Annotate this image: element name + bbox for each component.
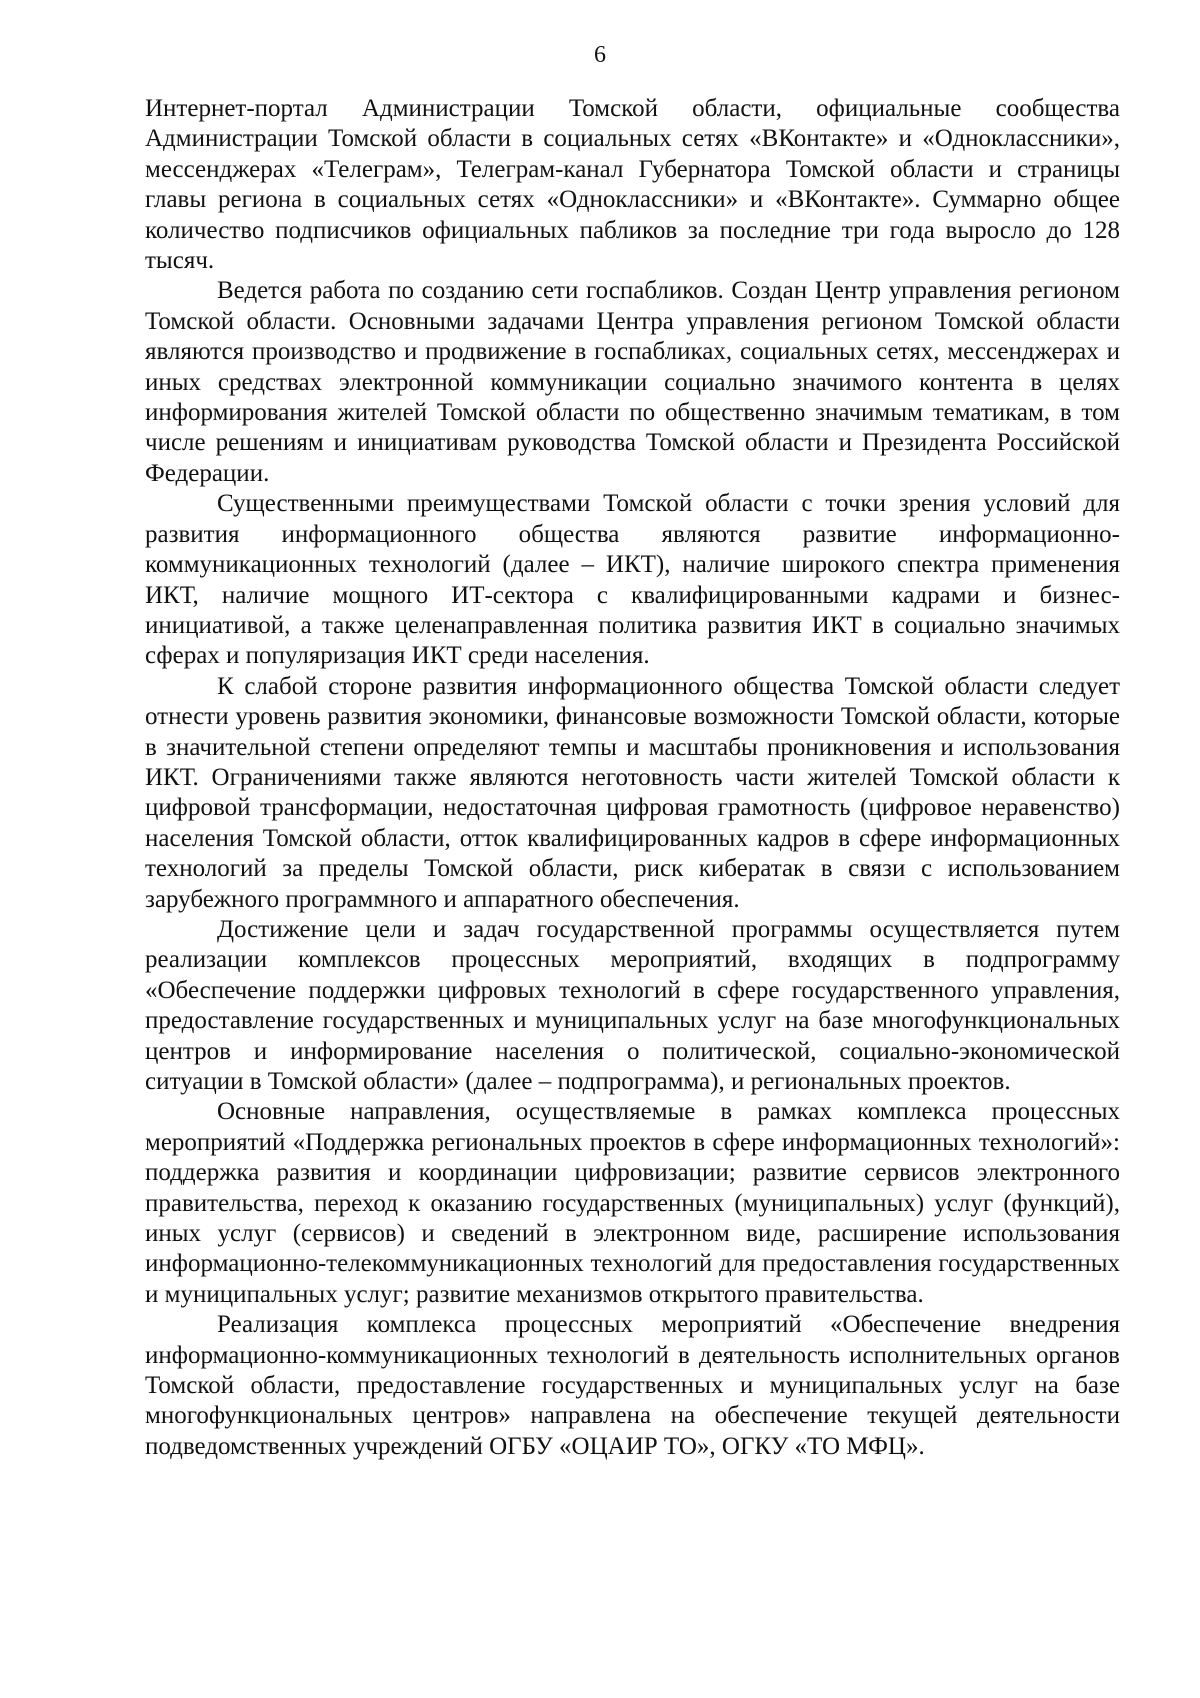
paragraph-main-directions: Основные направления, осуществляемые в рамках комплекса процессных мероприятий «Поддержка региональных проектов в сфере информационных технологий»: поддержка развития и координации цифровизации; развитие сервисов электронного правительства, переход к оказанию государственных (муниципальных) услуг (функций), иных услуг (сервисов) и сведений в электронном виде, расширение использования информационно-телекоммуникационных технологий для предоставления государственных и муниципальных услуг; развитие механизмов открытого правительства.	[145, 1098, 1120, 1308]
document-body	[145, 94, 1120, 1462]
paragraph-implementation: Реализация комплекса процессных мероприятий «Обеспечение внедрения информационно-коммуникационных технологий в деятельность исполнительных органов Томской области, предоставление государственных и муниципальных услуг на базе многофункциональных центров» направлена на обеспечение текущей деятельности подведомственных учреждений ОГБУ «ОЦАИР ТО», ОГКУ «ТО МФЦ».	[145, 1311, 1120, 1460]
paragraph-channels: Интернет-портал Администрации Томской области, официальные сообщества Администрации Томской области в социальных сетях «ВКонтакте» и «Одноклассники», мессенджерах «Телеграм», Телеграм-канал Губернатора Томской области и страницы главы региона в социальных сетях «Одноклассники» и «ВКонтакте». Суммарно общее количество подписчиков официальных пабликов за последние три года выросло до 128 тысяч.	[145, 95, 1120, 275]
page-number: 6	[594, 42, 606, 68]
paragraph-gospublics: Ведется работа по созданию сети госпабликов. Создан Центр управления регионом Томской области. Основными задачами Центра управления регионом Томской области являются производство и продвижение в госпабликах, социальных сетях, мессенджерах и иных средствах электронной коммуникации социально значимого контента в целях информирования жителей Томской области по общественно значимым тематикам, в том числе решениям и инициативам руководства Томской области и Президента Российской Федерации.	[145, 277, 1120, 487]
paragraph-advantages: Существенными преимуществами Томской области с точки зрения условий для развития информационного общества являются развитие информационно-коммуникационных технологий (далее – ИКТ), наличие широкого спектра применения ИКТ, наличие мощного ИТ-сектора с квалифицированными кадрами и бизнес-инициативой, а также целенаправленная политика развития ИКТ в социально значимых сферах и популяризация ИКТ среди населения.	[145, 490, 1120, 670]
paragraph-weaknesses: К слабой стороне развития информационного общества Томской области следует отнести уровень развития экономики, финансовые возможности Томской области, которые в значительной степени определяют темпы и масштабы проникновения и использования ИКТ. Ограничениями также являются неготовность части жителей Томской области к цифровой трансформации, недостаточная цифровая грамотность (цифровое неравенство) населения Томской области, отток квалифицированных кадров в сфере информационных технологий за пределы Томской области, риск кибератак в связи с использованием зарубежного программного и аппаратного обеспечения.	[145, 672, 1120, 913]
paragraph-program-goals: Достижение цели и задач государственной программы осуществляется путем реализации комплексов процессных мероприятий, входящих в подпрограмму «Обеспечение поддержки цифровых технологий в сфере государственного управления, предоставление государственных и муниципальных услуг на базе многофункциональных центров и информирование населения о политической, социально-экономической ситуации в Томской области» (далее – подпрограмма), и региональных проектов.	[145, 915, 1120, 1095]
